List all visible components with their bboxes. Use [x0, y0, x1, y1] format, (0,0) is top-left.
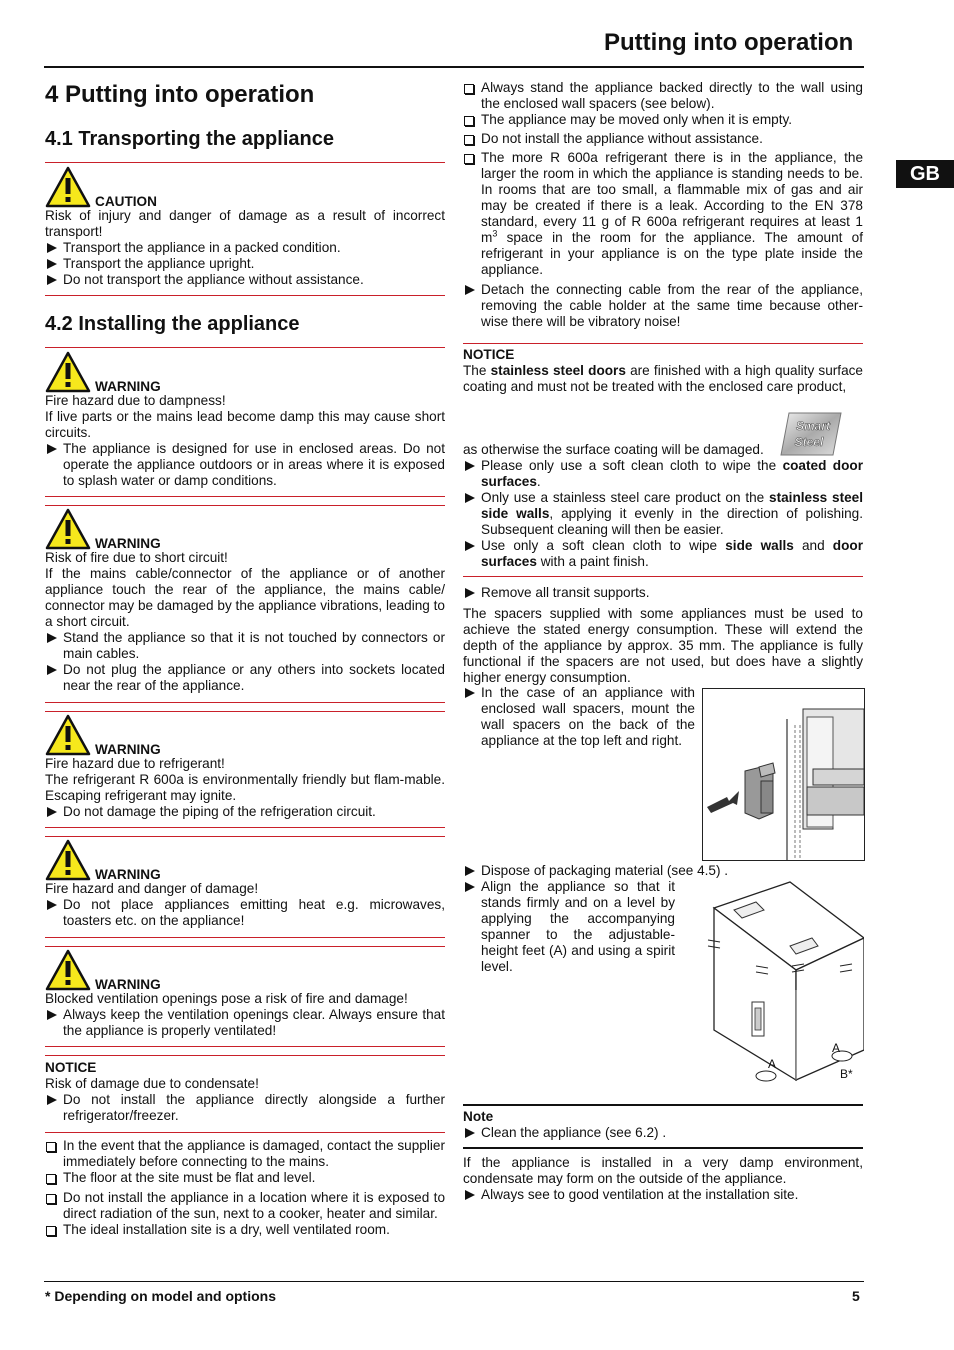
- red-rule: [45, 1046, 445, 1047]
- refrigerant-text-a: The more R 600a refrigerant there is in the appliance, the larger the room in which the appliance is standing needs to be. In rooms that are too small, a flammable mix of gas and air may be created if there is a leak. According to the EN 378 standard, every 11 g of R 600a refrigerant requires at least 1 m: [481, 150, 863, 245]
- list-item: Do not plug the appliance or any others into sockets located near the rear of the appliance.: [45, 662, 445, 694]
- notice-list: [45, 1092, 445, 1124]
- warning-header: [45, 351, 445, 393]
- warning-title: Fire hazard due to dampness!: [45, 393, 226, 408]
- warning-box-ventilation: [45, 949, 445, 1039]
- caution-list: [45, 240, 445, 288]
- logo-line2: Steel: [794, 435, 824, 449]
- caution-label: CAUTION: [95, 194, 157, 209]
- logo-line1: Smart: [795, 419, 831, 433]
- note-list: [463, 1125, 863, 1141]
- list-item: The ideal installation site is a dry, well ventilated room.: [45, 1222, 445, 1238]
- red-rule: [45, 496, 445, 497]
- foot-label-a: A: [832, 1041, 841, 1055]
- note-label: Note: [463, 1109, 494, 1124]
- list-item-refrigerant: [463, 150, 863, 278]
- notice-box-stainless: [463, 347, 863, 395]
- list-item: Remove all transit supports.: [463, 585, 863, 601]
- text: Only use a stainless steel care product on the: [481, 490, 770, 505]
- dispose-list: [463, 863, 863, 879]
- list-item: Transport the appliance in a packed condition.: [45, 240, 445, 256]
- vent-list: [463, 1187, 863, 1203]
- caution-text: Risk of injury and danger of damage as a result of incorrect transport!: [45, 208, 445, 239]
- list-item: The appliance is designed for use in enclosed areas. Do not operate the appliance outdoors or in areas where it is exposed to splash water or damp conditions.: [45, 441, 445, 489]
- red-rule: [45, 347, 445, 348]
- list-item: Clean the appliance (see 6.2) .: [463, 1125, 863, 1141]
- list-item: Detach the connecting cable from the rear of the appliance, removing the cable holder at the same time because other-wise there will be vibratory noise!: [463, 282, 863, 330]
- superscript: 3: [492, 228, 498, 239]
- mount-spacers-step: [463, 685, 695, 749]
- red-rule: [45, 711, 445, 712]
- note-box: [463, 1109, 863, 1141]
- refrigerant-text-b: space in the room for the appliance. The amount of refrigerant in your appliance is on the type plate inside the appliance.: [481, 230, 863, 277]
- warning-box-heat: [45, 839, 445, 929]
- wall-spacer-illustration: [703, 689, 864, 860]
- text: , applying it evenly in the direction of polishing. Subsequent cleaning will then be easier.: [481, 506, 863, 537]
- warning-header: [45, 949, 445, 991]
- rule: [463, 1147, 863, 1149]
- rule: [463, 1104, 863, 1106]
- warning-text: If live parts or the mains lead become damp this may cause short circuits.: [45, 409, 445, 440]
- warning-text: The refrigerant R 600a is environmentally friendly but flam-mable. Escaping refrigerant may ignite.: [45, 772, 445, 803]
- warning-triangle-icon: [45, 166, 91, 208]
- text-bold: door surfaces: [481, 538, 863, 569]
- chapter-title-block: [45, 80, 445, 110]
- checklist: [463, 80, 863, 278]
- text: and: [793, 538, 833, 553]
- list-item: The floor at the site must be flat and level.: [45, 1170, 445, 1186]
- notice-label: NOTICE: [463, 347, 515, 362]
- red-rule: [45, 1055, 445, 1056]
- warning-triangle-icon: [45, 351, 91, 393]
- red-rule: [463, 576, 863, 577]
- red-rule: [45, 946, 445, 947]
- warning-label: WARNING: [95, 977, 161, 992]
- notice-box-condensate: [45, 1060, 445, 1124]
- warning-list: [45, 1007, 445, 1039]
- warning-box-refrigerant: [45, 714, 445, 820]
- caution-box: [45, 166, 445, 288]
- list-item: The appliance may be moved only when it is empty.: [463, 112, 863, 128]
- warning-box-short-circuit: [45, 508, 445, 694]
- warning-triangle-icon: [45, 508, 91, 550]
- align-list: [463, 879, 675, 975]
- list-item: In the case of an appliance with enclosed wall spacers, mount the wall spacers on the back of the appliance at the top left and right.: [463, 685, 695, 749]
- warning-title: Fire hazard due to refrigerant!: [45, 756, 225, 771]
- list-item: Do not transport the appliance without assistance.: [45, 272, 445, 288]
- list-item: [463, 538, 863, 570]
- notice-title: Risk of damage due to condensate!: [45, 1076, 259, 1091]
- list-item: [463, 458, 863, 490]
- list-item: In the event that the appliance is damaged, contact the supplier immediately before connecting to the mains.: [45, 1138, 445, 1170]
- red-rule: [45, 836, 445, 837]
- footer-note: * Depending on model and options: [45, 1288, 276, 1304]
- levelling-illustration: [700, 880, 864, 1086]
- text: .: [536, 474, 541, 489]
- red-rule: [45, 505, 445, 506]
- red-rule: [45, 1132, 445, 1133]
- list-item: Do not install the appliance directly alongside a further refrigerator/freezer.: [45, 1092, 445, 1124]
- damp-environment: [463, 1155, 863, 1203]
- text: are finished with a high quality surface coating and must not be treated with the enclosed care product,: [463, 363, 863, 394]
- levelling-figure: [700, 880, 864, 1086]
- warning-title: Risk of fire due to short circuit!: [45, 550, 228, 565]
- warning-title: Blocked ventilation openings pose a risk of fire and damage!: [45, 991, 408, 1006]
- list-item: Always keep the ventilation openings clear. Always ensure that the appliance is properly ventilated!: [45, 1007, 445, 1039]
- red-rule: [463, 343, 863, 344]
- text: Use only a soft clean cloth to wipe: [481, 538, 726, 553]
- list-item: Do not damage the piping of the refrigeration circuit.: [45, 804, 445, 820]
- warning-label: WARNING: [95, 379, 161, 394]
- foot-label-a: A: [768, 1057, 777, 1071]
- wall-spacer-figure: [702, 688, 865, 861]
- warning-label: WARNING: [95, 536, 161, 551]
- red-rule: [45, 162, 445, 163]
- damp-text: If the appliance is installed in a very damp environment, condensate may form on the outside of the appliance.: [463, 1155, 863, 1186]
- align-step: [463, 879, 675, 975]
- text-bold: side walls: [725, 538, 794, 553]
- caution-header: [45, 166, 445, 208]
- list-item: Do not install the appliance in a location where it is exposed to direct radiation of the sun, next to a cooker, heater and similar.: [45, 1190, 445, 1222]
- red-rule: [45, 702, 445, 703]
- section-42-title-block: [45, 311, 445, 337]
- warning-list: [45, 897, 445, 929]
- red-rule: [45, 937, 445, 938]
- chapter-title: 4 Putting into operation: [45, 81, 315, 108]
- dispose-step: [463, 863, 863, 879]
- warning-triangle-icon: [45, 714, 91, 756]
- warning-triangle-icon: [45, 949, 91, 991]
- spirit-level-label-b: B*: [840, 1067, 853, 1081]
- text-bold: coated door surfaces: [481, 458, 864, 489]
- section-41-title: 4.1 Transporting the appliance: [45, 128, 334, 150]
- detach-list: [463, 282, 863, 330]
- warning-triangle-icon: [45, 839, 91, 881]
- transit-list: [463, 585, 863, 601]
- text: The: [463, 363, 491, 378]
- text: Please only use a soft clean cloth to wipe the: [481, 458, 783, 473]
- list-item: Do not place appliances emitting heat e.g. microwaves, toasters etc. on the appliance!: [45, 897, 445, 929]
- warning-text: If the mains cable/connector of the appliance or of another appliance touch the rear of the appliance, the mains cable/ connector may be damaged by the appliance vibrations, leading to a short circuit.: [45, 566, 445, 629]
- warning-title: Fire hazard and danger of damage!: [45, 881, 259, 896]
- page-number: 5: [852, 1288, 860, 1304]
- language-tab: GB: [896, 160, 954, 188]
- list-item: Stand the appliance so that it is not touched by connectors or main cables.: [45, 630, 445, 662]
- section-42-title: 4.2 Installing the appliance: [45, 313, 300, 335]
- warning-list: [45, 804, 445, 820]
- transit-and-spacers: [463, 585, 863, 686]
- list-item: Do not install the appliance without assistance.: [463, 131, 863, 147]
- warning-label: WARNING: [95, 867, 161, 882]
- header-rule: [44, 66, 864, 68]
- warning-header: [45, 508, 445, 550]
- notice-text: as otherwise the surface coating will be damaged.: [463, 442, 764, 457]
- checklist: [45, 1138, 445, 1238]
- red-rule: [45, 827, 445, 828]
- list-item: [463, 490, 863, 538]
- footer-rule: [44, 1281, 864, 1282]
- text-bold: stainless steel side walls: [481, 490, 863, 521]
- notice-text: [463, 363, 863, 395]
- running-header: Putting into operation: [604, 29, 854, 56]
- text: with a paint finish.: [536, 554, 649, 569]
- warning-list: [45, 441, 445, 489]
- text-bold: stainless steel doors: [490, 363, 626, 378]
- notice-list: [463, 458, 863, 570]
- red-rule: [45, 295, 445, 296]
- right-checklist: [463, 80, 863, 330]
- warning-list: [45, 630, 445, 694]
- warning-header: [45, 714, 445, 756]
- spacers-text: The spacers supplied with some appliances must be used to achieve the stated energy consumption. These will extend the depth of the appliance by approx. 35 mm. The appliance is fully functional if the spacers are not used, but does have a slightly higher energy consumption.: [463, 606, 863, 685]
- list-item: Transport the appliance upright.: [45, 256, 445, 272]
- mount-list: [463, 685, 695, 749]
- warning-box-dampness: [45, 351, 445, 489]
- warning-label: WARNING: [95, 742, 161, 757]
- warning-header: [45, 839, 445, 881]
- notice-continued: [463, 442, 863, 570]
- section-41-title-block: [45, 126, 445, 152]
- list-item: Align the appliance so that it stands firmly and on a level by applying the accompanying spanner to the adjustable-height feet (A) and using a spirit level.: [463, 879, 675, 975]
- installation-checklist: [45, 1138, 445, 1238]
- list-item: Dispose of packaging material (see 4.5) .: [463, 863, 863, 879]
- list-item: Always see to good ventilation at the installation site.: [463, 1187, 863, 1203]
- list-item: Always stand the appliance backed directly to the wall using the enclosed wall spacers (see below).: [463, 80, 863, 112]
- notice-label: NOTICE: [45, 1060, 97, 1075]
